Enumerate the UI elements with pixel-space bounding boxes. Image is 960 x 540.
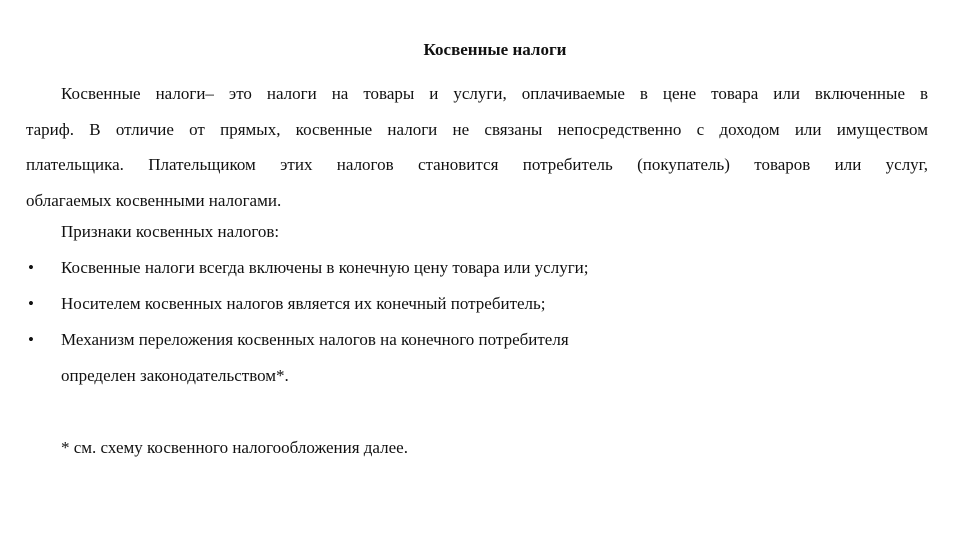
feature-item-2: Носителем косвенных налогов является их конечный потребитель; bbox=[61, 294, 546, 313]
bullet-marker-1: • bbox=[28, 258, 34, 277]
definition-paragraph bbox=[26, 76, 928, 218]
features-heading: Признаки косвенных налогов: bbox=[61, 222, 280, 241]
page-title: Косвенные налоги bbox=[423, 40, 567, 59]
bullet-marker-2: • bbox=[28, 294, 34, 313]
definition-line-4: облагаемых косвенными налогами. bbox=[26, 190, 282, 210]
definition-line-1: Косвенные налоги– это налоги на товары и услуги, оплачиваемые в цене товара или включенные в bbox=[61, 84, 928, 103]
definition-line-2: тариф. В отличие от прямых, косвенные налоги не связаны непосредственно с доходом или имуществом bbox=[26, 119, 928, 139]
definition-line-3: плательщика. Плательщиком этих налогов становится потребитель (покупатель) товаров или услуг, bbox=[26, 155, 928, 174]
bullet-marker-3: • bbox=[28, 330, 34, 349]
feature-item-3: Механизм переложения косвенных налогов на конечного потребителя bbox=[61, 330, 569, 349]
feature-item-1: Косвенные налоги всегда включены в конечную цену товара или услуги; bbox=[61, 258, 589, 277]
footnote: * см. схему косвенного налогообложения далее. bbox=[61, 438, 408, 457]
feature-item-3-continuation: определен законодательством*. bbox=[61, 366, 289, 385]
